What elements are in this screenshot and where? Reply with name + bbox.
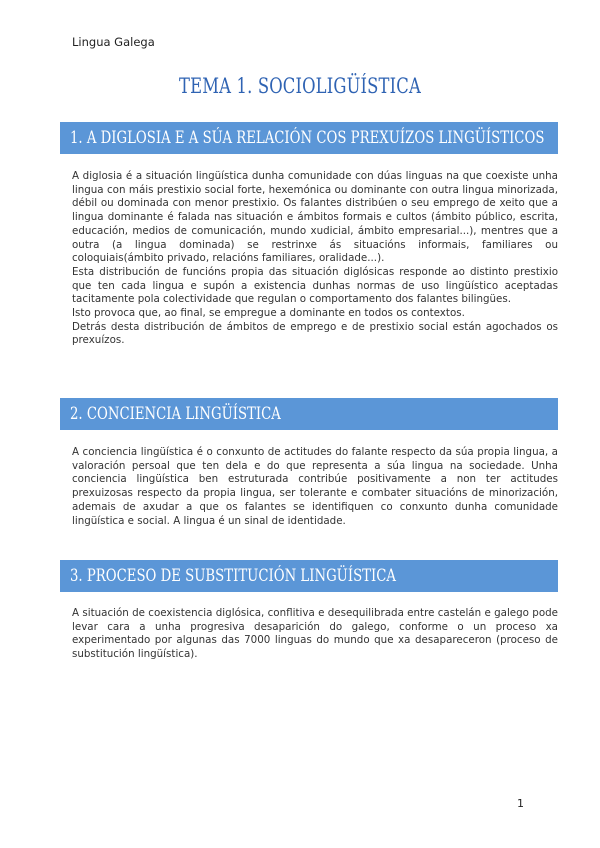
section-heading-diglosia	[60, 122, 558, 154]
running-header: Lingua Galega	[72, 35, 155, 49]
paragraph: A situación de coexistencia diglósica, conflitiva e desequilibrada entre castelán e galego pode levar cara a unha progresiva desaparición do galego, conforme o un proceso xa experimentado por algunas das 7000 linguas do mundo que xa desapareceron (proceso de substitución lingüística).	[72, 607, 558, 661]
paragraph: Detrás desta distribución de ámbitos de emprego e de prestixio social están agochados os prexuízos.	[72, 320, 558, 347]
paragraph: A diglosia é a situación lingüística dunha comunidade con dúas linguas na que coexiste unha lingua con máis prestixio social forte, hexemónica ou dominante con outra lingua minorizada, débil ou dominada con menor prestixio. Os falantes distribúen o seu emprego de xeito que a lingua dominante é falada nas situación e ámbitos formais e cultos (ámbito público, escrita, educación, medios de comunicación, mundo xudicial, ámbito empresarial...), mentres que a outra (a lingua dominada) se restrinxe ás situacións informais, familiares ou coloquiais(ámbito privado, relacións familiares, oralidade...).	[72, 170, 558, 265]
section-body-substitucion	[72, 607, 558, 662]
paragraph: A conciencia lingüística é o conxunto de actitudes do falante respecto da súa propia lingua, a valoración persoal que ten dela e do que representa a súa lingua na sociedade. Unha conciencia lingüística ben estruturada contribúe positivamente a non ter actitudes prexuizosas respecto da propia lingua, ser tolerante e combater situacións de minorización, ademais de axudar a que os falantes se identifiquen co conxunto dunha comunidade lingüística e social. A lingua é un sinal de identidade.	[72, 446, 558, 527]
section-heading-conciencia	[60, 398, 558, 430]
section-heading-text: 2. CONCIENCIA LINGÜÍSTICA	[70, 404, 281, 424]
section-body-conciencia	[72, 446, 558, 528]
page-number: 1	[517, 797, 524, 810]
paragraph: Isto provoca que, ao final, se empregue a dominante en todos os contextos.	[72, 307, 465, 320]
paragraph: Esta distribución de funcións propia das situación diglósicas responde ao distinto prestixio que ten cada lingua e supón a existencia dunhas normas de uso lingüístico aceptadas tacitamente pola colectividade que regulan o comportamento dos falantes bilingües.	[72, 265, 558, 306]
section-body-diglosia	[72, 170, 558, 348]
section-heading-text: 1. A DIGLOSIA E A SÚA RELACIÓN COS PREXUÍZOS LINGÜÍSTICOS	[70, 128, 545, 148]
section-heading-substitucion	[60, 560, 558, 592]
section-heading-text: 3. PROCESO DE SUBSTITUCIÓN LINGÜÍSTICA	[70, 566, 396, 586]
document-title: TEMA 1. SOCIOLIGÜÍSTICA	[179, 74, 421, 98]
